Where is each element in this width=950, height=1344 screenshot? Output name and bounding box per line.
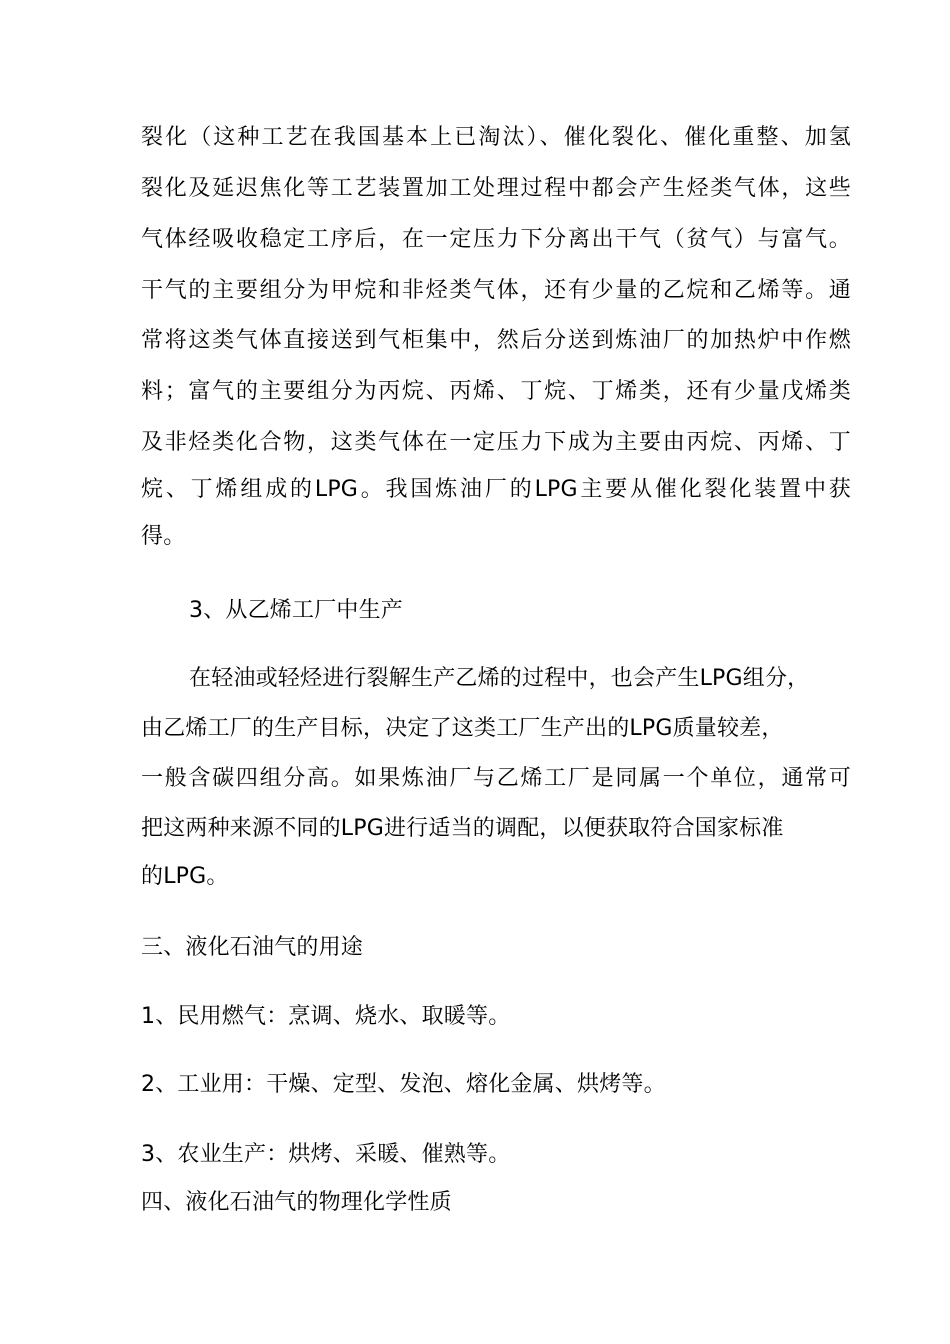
subheading-ethylene-plant: 3、从乙烯工厂中生产 xyxy=(189,598,403,623)
section-3-title: 三、液化石油气的用途 xyxy=(141,935,364,960)
paragraph-1-line-8: 烷、丁烯组成的LPG。我国炼油厂的LPG主要从催化裂化装置中获 xyxy=(141,477,851,502)
paragraph-1-line-9: 得。 xyxy=(141,524,186,549)
paragraph-1-line-3: 气体经吸收稳定工序后，在一定压力下分离出干气（贫气）与富气。 xyxy=(141,227,851,252)
paragraph-1-line-7: 及非烃类化合物，这类气体在一定压力下成为主要由丙烷、丙烯、丁 xyxy=(141,430,851,455)
use-item-3: 3、农业生产：烘烤、采暖、催熟等。 xyxy=(141,1142,511,1167)
paragraph-1-line-4: 干气的主要组分为甲烷和非烃类气体，还有少量的乙烷和乙烯等。通 xyxy=(141,278,851,303)
paragraph-2-line-4: 把这两种来源不同的LPG进行适当的调配，以便获取符合国家标准 xyxy=(141,816,784,841)
paragraph-2-line-1: 在轻油或轻烃进行裂解生产乙烯的过程中，也会产生LPG组分， xyxy=(189,666,810,691)
use-item-2: 2、工业用：干燥、定型、发泡、熔化金属、烘烤等。 xyxy=(141,1072,666,1097)
paragraph-1-line-6: 料；富气的主要组分为丙烷、丙烯、丁烷、丁烯类，还有少量戊烯类 xyxy=(141,379,851,404)
use-item-1: 1、民用燃气：烹调、烧水、取暖等。 xyxy=(141,1004,511,1029)
paragraph-2-line-3: 一般含碳四组分高。如果炼油厂与乙烯工厂是同属一个单位，通常可 xyxy=(141,766,851,791)
paragraph-2-line-2: 由乙烯工厂的生产目标，决定了这类工厂生产出的LPG质量较差， xyxy=(141,716,784,741)
paragraph-1-line-1: 裂化（这种工艺在我国基本上已淘汰）、催化裂化、催化重整、加氢 xyxy=(141,125,851,150)
paragraph-1-line-5: 常将这类气体直接送到气柜集中，然后分送到炼油厂的加热炉中作燃 xyxy=(141,328,851,353)
section-4-title: 四、液化石油气的物理化学性质 xyxy=(141,1190,452,1215)
paragraph-1-line-2: 裂化及延迟焦化等工艺装置加工处理过程中都会产生烃类气体，这些 xyxy=(141,176,851,201)
paragraph-2-line-5: 的LPG。 xyxy=(141,864,229,889)
